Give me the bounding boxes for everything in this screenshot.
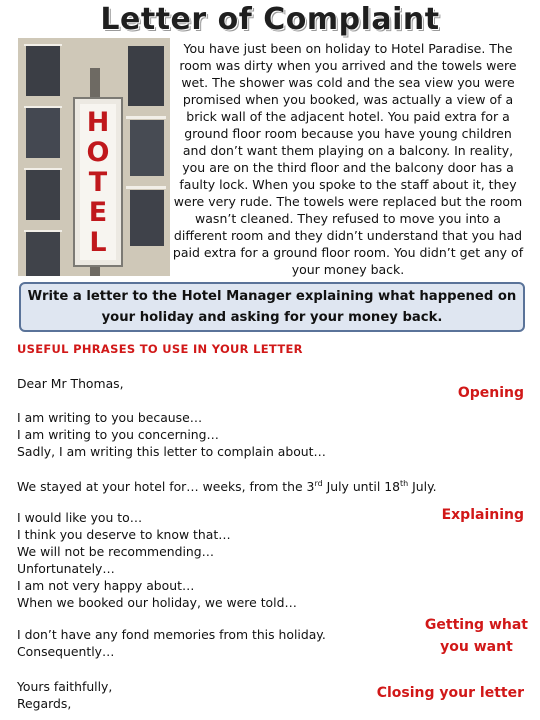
explaining-phrases bbox=[17, 509, 417, 611]
sign-letter: L bbox=[89, 227, 107, 258]
sign-letter: T bbox=[88, 167, 108, 198]
stay-suffix: July. bbox=[408, 479, 437, 495]
phrase-line: Yours faithfully, bbox=[17, 679, 113, 694]
phrase-line: I don’t have any fond memories from this holiday. bbox=[17, 627, 326, 642]
sign-letter: H bbox=[86, 107, 110, 138]
phrase-line: I think you deserve to know that… bbox=[17, 527, 231, 542]
scenario-text: You have just been on holiday to Hotel Paradise. The room was dirty when you arrived and the towels were wet. The shower was cold and the sea view you were promised when you booked, was actually a view of a brick wall of the adjacent hotel. You paid extra for a ground floor room because you have young children and don’t want them playing on a balcony. In reality, you are on the third floor and the balcony door has a faulty lock. When you spoke to the staff about it, they were very rude. The towels were replaced but the room wasn’t cleaned. They refused to move you into a different room and they didn’t understand that you had paid extra for a ground floor room. You didn’t get any of your money back. bbox=[172, 41, 524, 277]
opening-label: Opening bbox=[457, 385, 524, 401]
stay-sup-rd: rd bbox=[314, 479, 323, 488]
closing-phrases bbox=[17, 678, 417, 712]
page-title: Letter of Complaint bbox=[100, 2, 440, 37]
phrase-line: When we booked our holiday, we were told… bbox=[17, 595, 297, 610]
stay-sup-th: th bbox=[400, 479, 409, 488]
sign-letter: E bbox=[88, 197, 108, 228]
phrase-line: Sadly, I am writing this letter to complain about… bbox=[17, 444, 326, 459]
closing-label: Closing your letter bbox=[376, 685, 524, 701]
stay-middle: July until 18 bbox=[322, 479, 400, 495]
phrase-line: I am writing to you because… bbox=[17, 410, 203, 425]
stay-dates-phrase bbox=[17, 475, 497, 495]
getting-label-line2: you want bbox=[440, 639, 513, 655]
phrase-line: I would like you to… bbox=[17, 510, 143, 525]
phrase-line: I am writing to you concerning… bbox=[17, 427, 219, 442]
getting-phrases bbox=[17, 626, 417, 660]
phrase-line: Consequently… bbox=[17, 644, 115, 659]
task-instruction-box: Write a letter to the Hotel Manager explaining what happened on your holiday and asking for your money back. bbox=[19, 282, 525, 332]
phrase-line: Dear Mr Thomas, bbox=[17, 376, 124, 391]
opening-phrases bbox=[17, 375, 417, 460]
getting-label bbox=[425, 614, 528, 658]
getting-label-line1: Getting what bbox=[424, 617, 528, 633]
phrase-line: We will not be recommending… bbox=[17, 544, 215, 559]
phrase-line: Regards, bbox=[17, 696, 72, 711]
phrases-heading: USEFUL PHRASES TO USE IN YOUR LETTER bbox=[17, 342, 303, 356]
stay-dates-line bbox=[17, 475, 497, 495]
hotel-sign-photo bbox=[18, 38, 170, 276]
phrase-line: I am not very happy about… bbox=[17, 578, 195, 593]
stay-prefix: We stayed at your hotel for… weeks, from the 3 bbox=[17, 479, 315, 495]
phrase-line: Unfortunately… bbox=[17, 561, 115, 576]
explaining-label: Explaining bbox=[441, 507, 524, 523]
phrase-line bbox=[17, 392, 417, 409]
sign-letter: O bbox=[86, 137, 110, 168]
sign-letters bbox=[80, 108, 116, 258]
